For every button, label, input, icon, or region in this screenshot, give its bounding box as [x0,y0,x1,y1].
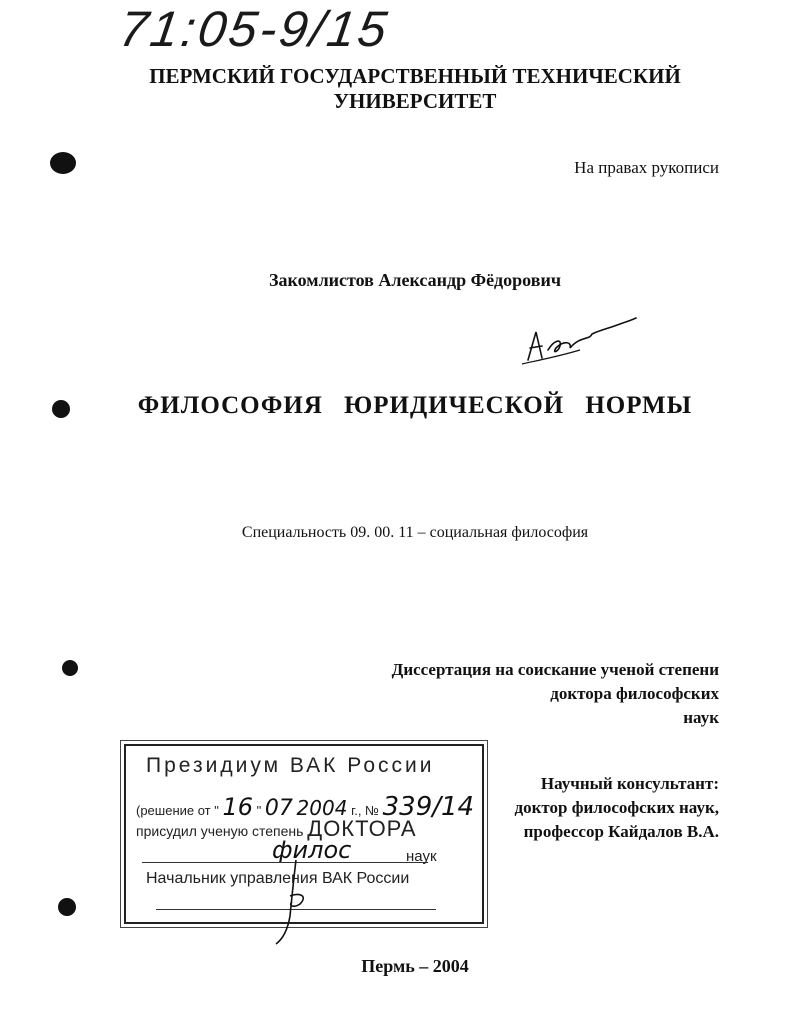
author-name: Закомлистов Александр Фёдорович [269,270,561,290]
stamp-org: Президиум ВАК России [146,754,435,777]
specialty: Специальность 09. 00. 11 – социальная философия [241,524,589,541]
stamp-decision-mid: " [256,803,262,818]
stamp-decision-number: 339/14 [382,792,475,822]
stamp-decision-day: 16 [222,793,254,821]
manuscript-rights: На правах рукописи [574,158,719,177]
stamp-degree-prefix: присудил ученую степень [136,823,304,839]
vak-stamp [124,744,484,924]
dissertation-degree [392,658,719,730]
advisor-line-1: Научный консультант: [540,774,719,793]
stamp-decision-prefix: (решение от " [136,803,219,818]
binding-hole-mark [58,898,76,916]
stamp-decision-year: 2004 [296,796,348,820]
dissertation-line-3: наук [683,708,719,727]
dissertation-title: ФИЛОСОФИЯ ЮРИДИЧЕСКОЙ НОРМЫ [137,392,693,419]
binding-hole-mark [50,152,76,174]
stamp-decision-month: 07 [264,796,293,821]
stamp-decision-no-label: г., № [351,803,379,818]
stamp-signature [266,856,326,946]
city-year: Пермь – 2004 [361,956,469,976]
binding-hole-mark [62,660,78,676]
dissertation-line-1: Диссертация на соискание ученой степени [391,660,719,679]
university-line-2: УНИВЕРСИТЕТ [333,89,497,113]
advisor-line-3: профессор Кайдалов В.А. [523,822,719,841]
archive-number: 71:05-9/15 [116,1,394,57]
author-signature [520,310,640,368]
stamp-field-suffix: наук [406,848,437,865]
stamp-degree-word: ДОКТОРА [307,816,417,841]
advisor-line-2: доктор философских наук, [514,798,719,817]
stamp-field-handwritten: филос [272,836,352,864]
dissertation-line-2: доктора философских [550,684,719,703]
university-line-1: ПЕРМСКИЙ ГОСУДАРСТВЕННЫЙ ТЕХНИЧЕСКИЙ [149,64,681,88]
university-header [0,64,799,114]
stamp-head: Начальник управления ВАК России [146,870,410,887]
scientific-advisor [515,772,720,844]
